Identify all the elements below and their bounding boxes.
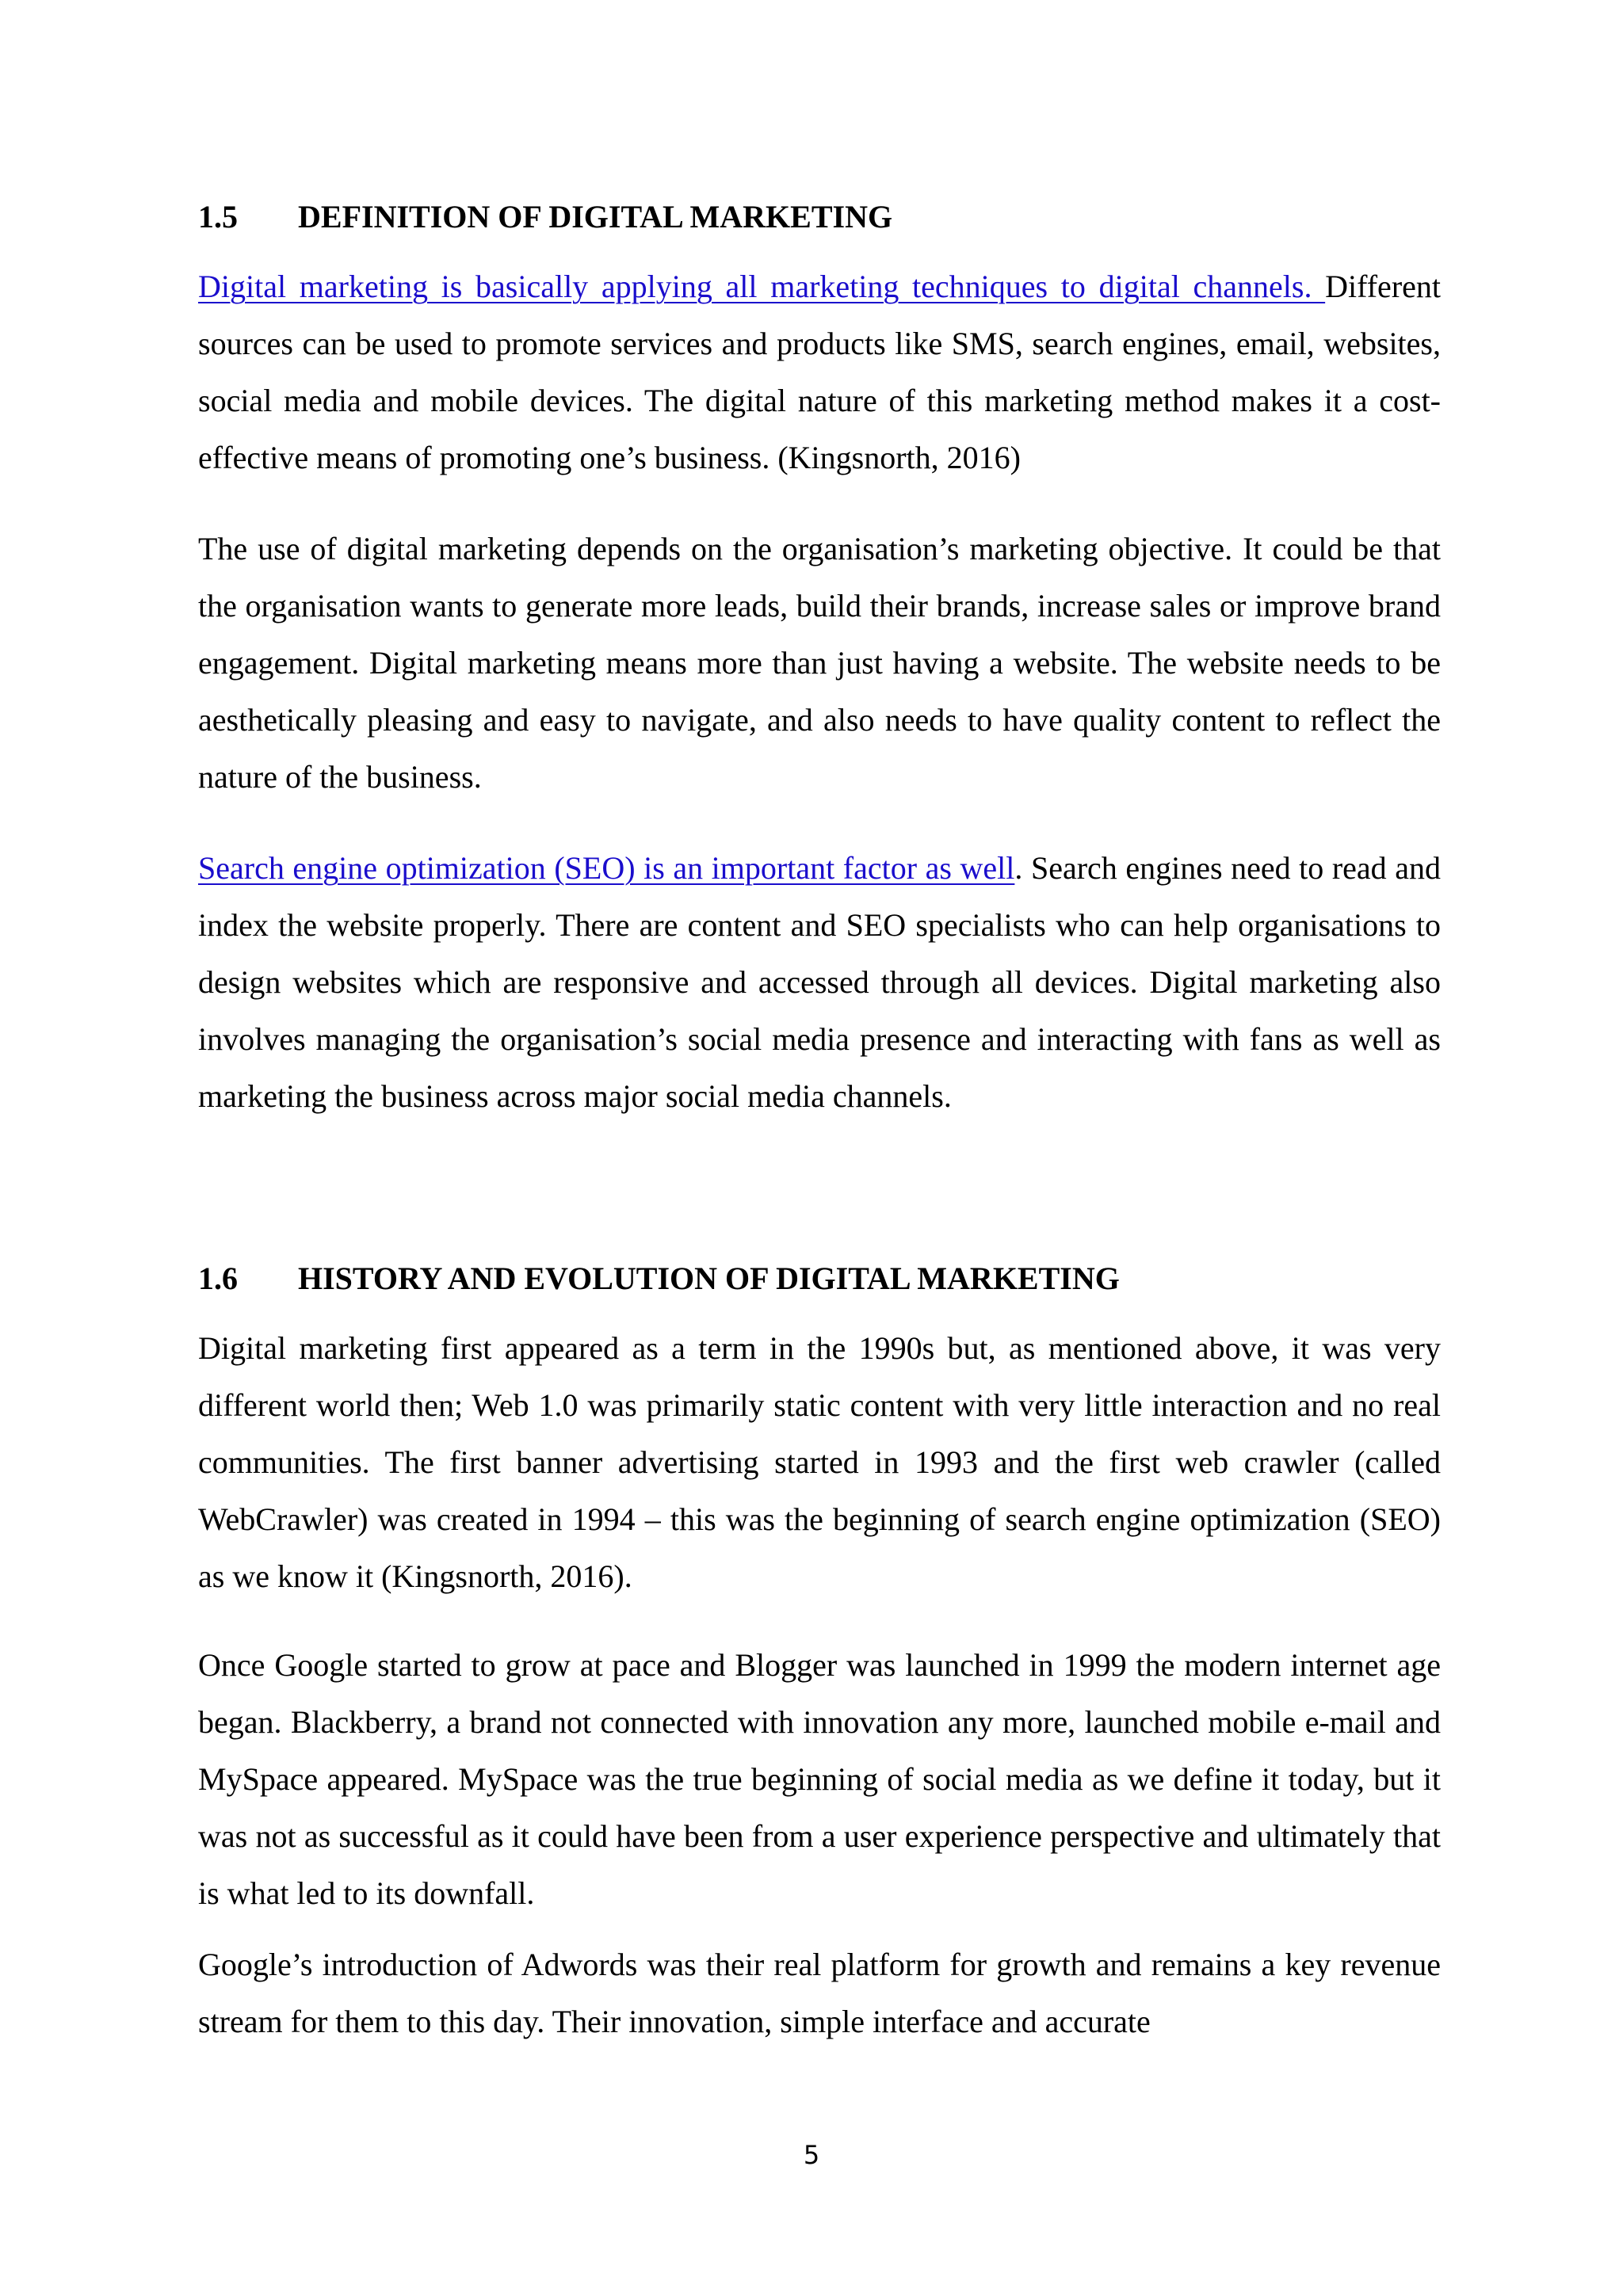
section-title: DEFINITION OF DIGITAL MARKETING [298,199,893,235]
paragraph-seo [198,840,1441,1125]
paragraph-adwords [198,1936,1441,2050]
paragraph-text: Google’s introduction of Adwords was their real platform for growth and remains a key revenue stream for them to this day. Their innovation, simple interface and accurate [198,1947,1441,2039]
section-number: 1.6 [198,1261,238,1296]
section-title: HISTORY AND EVOLUTION OF DIGITAL MARKETING [298,1261,1120,1296]
paragraph-history [198,1320,1441,1605]
paragraph-text: Digital marketing first appeared as a term in the 1990s but, as mentioned above, it was very different world then; Web 1.0 was primarily static content with very little interaction and no real communities. The first banner advertising started in 1993 and the first web crawler (called WebCrawler) was created in 1994 – this was the beginning of search engine optimization (SEO) as we know it (Kingsnorth, 2016). [198,1330,1441,1594]
paragraph-text: Different sources can be used to promote services and products like SMS, search engines, email, websites, social media and mobile devices. The digital nature of this marketing method makes it a cost-effective means of promoting one’s business. (Kingsnorth, 2016) [198,269,1441,475]
hyperlink[interactable]: Search engine optimization (SEO) is an important factor as well [198,850,1015,886]
paragraph-text: Once Google started to grow at pace and Blogger was launched in 1999 the modern internet age began. Blackberry, a brand not connected with innovation any more, launched mobile e-mail and MySpace appeared. MySpace was the true beginning of social media as we define it today, but it was not as successful as it could have been from a user experience perspective and ultimately that is what led to its downfall. [198,1647,1441,1911]
paragraph-text: The use of digital marketing depends on the organisation’s marketing objective. It could be that the organisation wants to generate more leads, build their brands, increase sales or improve brand engagement. Digital marketing means more than just having a website. The website needs to be aesthetically pleasing and easy to navigate, and also needs to have quality content to reflect the nature of the business. [198,531,1441,795]
section-heading-1-5 [198,198,1434,236]
paragraph-definition [198,258,1441,486]
paragraph-use [198,521,1441,806]
page-number: 5 [803,2140,820,2170]
paragraph-google-growth [198,1637,1441,1922]
section-number: 1.5 [198,199,238,235]
hyperlink[interactable]: Digital marketing is basically applying all marketing techniques to digital channels. [198,269,1326,304]
paragraph-text: . Search engines need to read and index the website properly. There are content and SEO specialists who can help organisations to design websites which are responsive and accessed through all devices. Digital marketing also involves managing the organisation’s social media presence and interacting with fans as well as marketing the business across major social media channels. [198,850,1442,1114]
section-heading-1-6 [198,1260,1434,1298]
